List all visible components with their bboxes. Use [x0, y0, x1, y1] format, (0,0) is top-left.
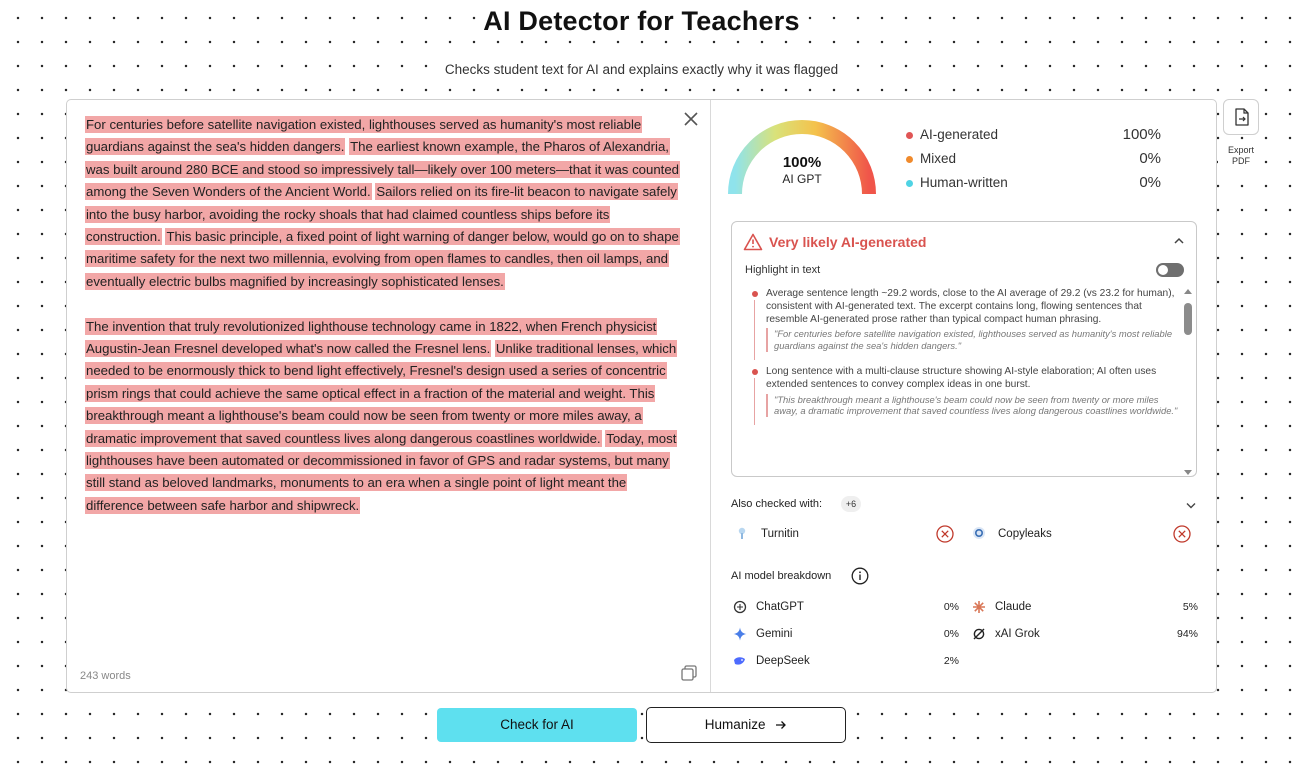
chatgpt-icon — [733, 600, 747, 614]
model-percent: 2% — [943, 655, 959, 667]
copy-icon[interactable] — [680, 664, 698, 682]
legend-dot — [906, 132, 913, 139]
checker-copyleaks — [968, 523, 1198, 545]
highlighted-sentence: Sailors relied on its fire-lit beacon to navigate safely into the busy harbor, avoiding the rocky shoals that had claimed countless ships before its construction. — [86, 184, 677, 245]
deepseek-icon — [733, 654, 747, 668]
word-count: 243 words — [80, 670, 131, 682]
model-name: Claude — [995, 601, 1032, 613]
reason-line — [754, 378, 755, 425]
results-pane — [711, 100, 1216, 692]
legend-human-written — [906, 174, 1161, 198]
page-title-text: AI Detector for Teachers — [477, 6, 805, 36]
turnitin-icon — [735, 526, 749, 540]
model-breakdown-label: AI model breakdown — [731, 570, 832, 582]
model-percent: 94% — [1176, 628, 1198, 640]
highlighted-sentence: For centuries before satellite navigation existed, lighthouses served as humanity's most reliable guardians against the sea's hidden dangers. — [86, 117, 642, 155]
gemini-icon — [733, 627, 747, 641]
model-row-claude — [970, 598, 1198, 618]
text-editor[interactable] — [67, 100, 711, 692]
reason-item — [746, 366, 1178, 417]
highlighted-sentence: Unlike traditional lenses, which needed to be enormously thick to bend light effectively, Fresnel's design used a series of concentric prism rings that could achieve the same optical effect in a fraction of the material and weight. This breakthrough meant a lighthouse's beam could now be seen from twenty or more miles away, a dramatic improvement that saved countless lives along dangerous coastlines worldwide. — [86, 341, 677, 446]
page-title — [0, 6, 1283, 37]
legend-ai-generated — [906, 126, 1161, 150]
model-name: xAI Grok — [995, 628, 1040, 640]
page-subtitle — [0, 62, 1283, 77]
highlight-toggle-label: Highlight in text — [745, 264, 821, 276]
humanize-label: Humanize — [704, 717, 766, 732]
model-row-grok — [970, 625, 1198, 645]
legend-value: 0% — [1139, 150, 1161, 167]
chevron-up-icon[interactable] — [1173, 236, 1185, 246]
reason-bullet — [752, 369, 758, 375]
detector-panel — [66, 99, 1217, 693]
highlighted-sentence: This basic principle, a fixed point of light warning of danger below, would go on to shape maritime safety for the next two millennia, evolving from open flames to candles, then oil lamps, and eventually electric bulbs magnified by increasingly sophisticated lenses. — [86, 229, 679, 289]
export-file-icon — [1234, 108, 1250, 126]
legend-mixed — [906, 150, 1161, 174]
legend-dot — [906, 156, 913, 163]
legend-label: Human-written — [920, 175, 1008, 190]
highlight-toggle[interactable] — [1156, 263, 1184, 277]
reason-quote: "This breakthrough meant a lighthouse's beam could now be seen from twenty or more miles away, a dramatic improvement that saved countless lives along dangerous coastlines worldwide." — [766, 394, 1178, 418]
gauge-label: AI GPT — [782, 172, 822, 186]
claude-icon — [972, 600, 986, 614]
also-checked-label: Also checked with: — [731, 498, 823, 510]
page-subtitle-text: Checks student text for AI and explains exactly why it was flagged — [439, 62, 844, 77]
export-pdf-label — [1218, 145, 1264, 167]
model-percent: 0% — [943, 601, 959, 613]
reasons-scrollbar[interactable] — [1183, 289, 1192, 475]
highlighted-sentence: Today, most lighthouses have been automated or decommissioned in favor of GPS and radar systems, but many still stand as beloved landmarks, monuments to an era when a single point of light meant the difference between safe harbor and shipwreck. — [86, 430, 677, 513]
scroll-down-icon[interactable] — [1184, 470, 1192, 475]
reason-quote: "For centuries before satellite navigation existed, lighthouses served as humanity's most reliable guardians against the sea's hidden dangers." — [766, 328, 1178, 352]
model-percent: 0% — [943, 628, 959, 640]
legend-value: 0% — [1139, 174, 1161, 191]
legend-dot — [906, 180, 913, 187]
model-row-chatgpt — [731, 598, 959, 618]
model-percent: 5% — [1182, 601, 1198, 613]
arrow-right-icon — [775, 720, 787, 730]
model-name: Gemini — [756, 628, 793, 640]
reasons-list — [746, 288, 1178, 476]
humanize-button[interactable] — [646, 707, 846, 743]
check-for-ai-button[interactable]: Check for AI — [437, 708, 637, 742]
highlighted-sentence: The invention that truly revolutionized lighthouse technology came in 1822, when French physicist Augustin-Jean Fresnel developed what's now called the Fresnel lens. — [86, 318, 657, 357]
legend-value: 100% — [1122, 126, 1161, 143]
warning-icon — [743, 233, 763, 251]
verdict-title: Very likely AI-generated — [769, 234, 927, 250]
clear-text-icon[interactable] — [683, 111, 699, 127]
reason-text: Long sentence with a multi-clause structure showing AI-style elaboration; AI often uses extended sentences to convey complex ideas in one burst. — [766, 365, 1157, 390]
model-row-gemini — [731, 625, 959, 645]
reason-item — [746, 288, 1178, 352]
paragraph-2 — [85, 316, 687, 518]
verdict-card — [731, 221, 1197, 477]
model-name: DeepSeek — [756, 655, 810, 667]
legend-label: AI-generated — [920, 127, 999, 142]
highlighted-sentence: The earliest known example, the Pharos of Alexandria, was built around 280 BCE and stood so impressively tall—likely over 100 meters—that it was counted among the Seven Wonders of the Ancient World. — [86, 139, 679, 200]
fail-x-icon — [1173, 525, 1191, 543]
legend-label: Mixed — [920, 151, 957, 166]
reason-text: Average sentence length ~29.2 words, close to the AI average of 29.2 (vs 23.2 for human), consistent with AI-generated text. The excerpt contains long, flowing sentences that resemble AI-generated prose rather than typical compact human phrasing. — [766, 288, 1175, 325]
model-name: ChatGPT — [756, 601, 804, 613]
score-legend — [906, 126, 1161, 198]
chevron-down-icon[interactable] — [1186, 502, 1196, 509]
reason-bullet — [752, 291, 758, 297]
text-input-area[interactable] — [85, 114, 687, 540]
grok-icon — [972, 627, 986, 641]
reason-line — [754, 300, 755, 360]
toggle-knob — [1158, 265, 1168, 275]
export-label-line1: Export — [1227, 145, 1254, 155]
fail-x-icon — [936, 525, 954, 543]
copyleaks-icon — [972, 526, 986, 540]
export-pdf-button[interactable] — [1223, 99, 1259, 135]
checker-turnitin — [731, 523, 961, 545]
export-label-line2: PDF — [1232, 156, 1250, 166]
also-checked-count-badge[interactable]: +6 — [841, 496, 861, 512]
checker-name: Turnitin — [761, 528, 799, 540]
paragraph-1 — [85, 114, 687, 293]
scroll-up-icon[interactable] — [1184, 289, 1192, 294]
model-row-deepseek — [731, 652, 959, 672]
scroll-thumb[interactable] — [1184, 303, 1192, 335]
ai-score-gauge — [727, 114, 885, 200]
checker-name: Copyleaks — [998, 528, 1052, 540]
info-icon[interactable] — [851, 567, 869, 585]
gauge-percent: 100% — [782, 154, 822, 171]
